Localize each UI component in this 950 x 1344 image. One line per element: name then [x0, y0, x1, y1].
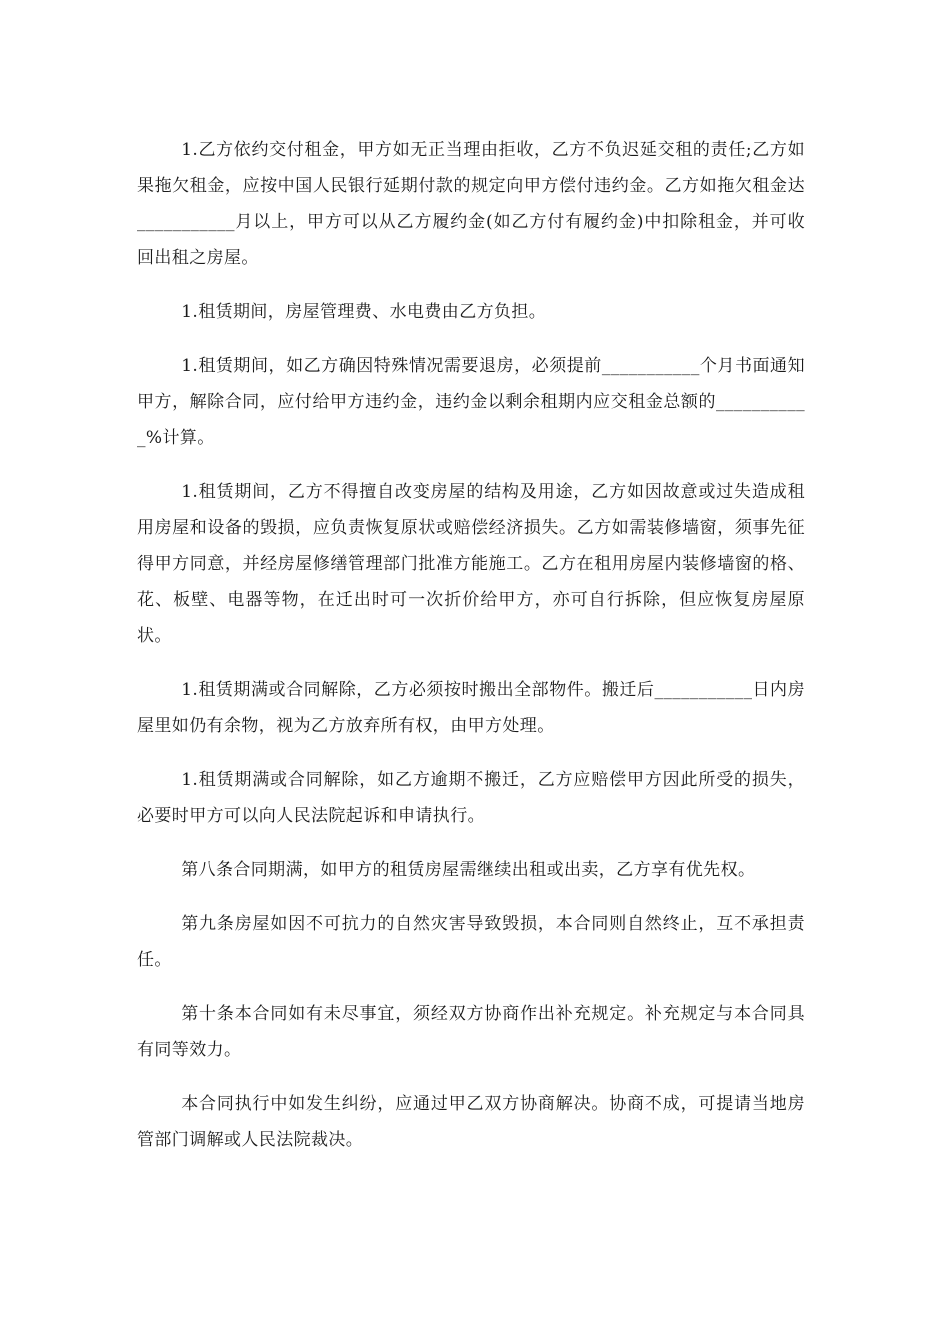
paragraph-article-8: 第八条合同期满，如甲方的租赁房屋需继续出租或出卖，乙方享有优先权。	[181, 860, 756, 880]
paragraph-overdue-move-out: 1.租赁期满或合同解除，如乙方逾期不搬迁，乙方应赔偿甲方因此所受的损失，必要时甲方可以向人民法院起诉和申请执行。	[137, 770, 805, 826]
paragraph-management-fees: 1.租赁期间，房屋管理费、水电费由乙方负担。	[181, 302, 547, 322]
paragraph-article-10: 第十条本合同如有未尽事宜，须经双方协商作出补充规定。补充规定与本合同具有同等效力。	[137, 1004, 805, 1060]
paragraph-dispute-resolution: 本合同执行中如发生纠纷，应通过甲乙双方协商解决。协商不成，可提请当地房管部门调解或人民法院裁决。	[137, 1094, 805, 1150]
paragraph-early-termination: 1.租赁期间，如乙方确因特殊情况需要退房，必须提前___________个月书面通知甲方，解除合同，应付给甲方违约金，违约金以剩余租期内应交租金总额的___________%计算。	[137, 356, 805, 448]
paragraph-article-9: 第九条房屋如因不可抗力的自然灾害导致毁损，本合同则自然终止，互不承担责任。	[137, 914, 805, 970]
paragraph-structure-alteration: 1.租赁期间，乙方不得擅自改变房屋的结构及用途，乙方如因故意或过失造成租用房屋和设备的毁损，应负责恢复原状或赔偿经济损失。乙方如需装修墙窗，须事先征得甲方同意，并经房屋修缮管理部门批准方能施工。乙方在租用房屋内装修墙窗的格、花、板壁、电器等物，在迁出时可一次折价给甲方，亦可自行拆除，但应恢复房屋原状。	[137, 482, 805, 646]
document-body	[137, 132, 805, 1176]
paragraph-move-out: 1.租赁期满或合同解除，乙方必须按时搬出全部物件。搬迁后___________日内房屋里如仍有余物，视为乙方放弃所有权，由甲方处理。	[137, 680, 805, 736]
paragraph-rent-payment: 1.乙方依约交付租金，甲方如无正当理由拒收，乙方不负迟延交租的责任;乙方如果拖欠租金，应按中国人民银行延期付款的规定向甲方偿付违约金。乙方如拖欠租金达___________月以上，甲方可以从乙方履约金(如乙方付有履约金)中扣除租金，并可收回出租之房屋。	[137, 140, 805, 268]
